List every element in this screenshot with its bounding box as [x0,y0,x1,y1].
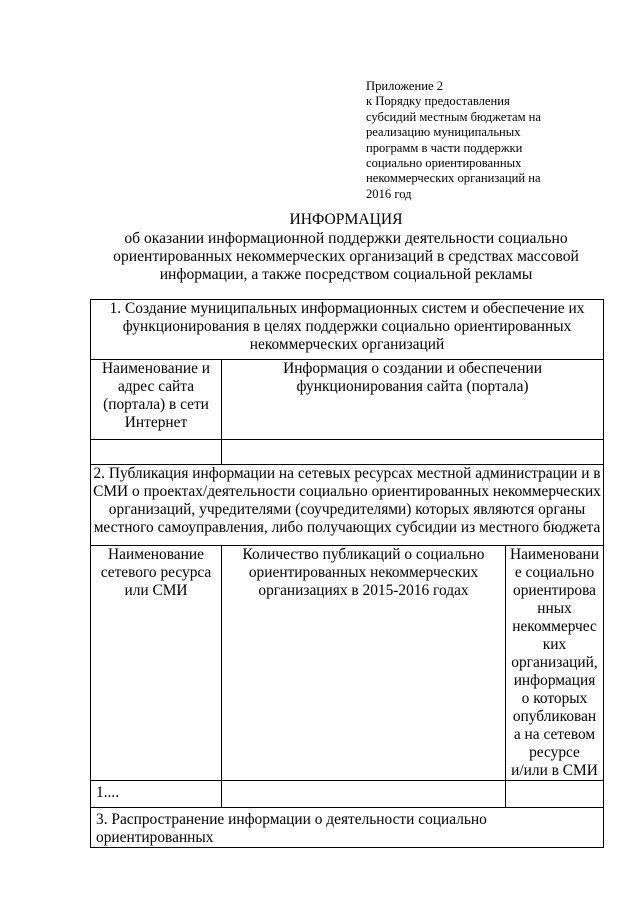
empty-cell [91,440,222,465]
header-line: Интернет [124,414,188,431]
header-line: и/или в СМИ [511,762,598,779]
header-line: организациях в 2015-2016 годах [258,582,469,599]
appendix-line: программ в части поддержки [366,140,523,155]
row-number-cell: 1.... [91,781,222,808]
header-line: опубликован [512,708,597,725]
header-line: Количество публикаций о социально [242,546,485,563]
title-main: ИНФОРМАЦИЯ [289,211,403,228]
header-line: ресурсе [529,744,580,761]
section1-col1-header [91,360,222,440]
empty-cell [222,440,604,465]
header-line: адрес сайта [117,378,195,395]
empty-cell [506,781,604,808]
header-line: или СМИ [124,582,188,599]
section2-header-row [91,546,604,781]
section3-heading: 3. Распространение информации о деятельности социально ориентированных [91,808,604,848]
section2-heading [91,465,604,546]
header-line: информация [513,672,596,689]
section2-col2-header [222,546,506,781]
header-line: ориентирова [513,582,596,599]
section1-empty-row [91,440,604,465]
title-line: об оказании информационной поддержки деятельности социально [124,230,568,247]
header-line: (портала) в сети [103,396,209,413]
section1-heading-row [91,300,604,360]
header-line: некоммерчес [512,618,597,635]
header-line: организаций, [511,654,598,671]
section2-heading-row [91,465,604,546]
header-line: ких [542,636,567,653]
appendix-line: к Порядку предоставления [366,94,510,109]
section1-col2-header [222,360,604,440]
heading-line: СМИ о проектах/деятельности социально ориентированных некоммерческих [93,483,601,500]
heading-line: местного самоуправления, либо получающих субсидии из местного бюджета [93,519,601,536]
appendix-line: Приложение 2 [366,79,444,93]
heading-line: 2. Публикация информации на сетевых ресурсах местной администрации и в [93,465,601,482]
appendix-note [366,79,566,202]
header-line: Наименование [108,546,204,563]
document-title [90,211,602,284]
appendix-line: некоммерческих организаций на [366,171,541,186]
section1-header-row [91,360,604,440]
header-line: е социально [514,564,595,581]
section2-data-row [91,781,604,808]
header-line: о которых [521,690,588,707]
header-line: Наименовани [509,546,600,563]
empty-cell [222,781,506,808]
appendix-line: 2016 год [366,186,412,201]
section2-col1-header [91,546,222,781]
header-line: сетевого ресурса [100,564,212,581]
header-line: а на сетевом [513,726,596,743]
heading-line: некоммерческих организаций [249,336,445,353]
appendix-line: социально ориентированных [366,156,522,171]
section1-heading [91,300,604,360]
header-line: Наименование и [102,360,210,377]
title-line: информации, а также посредством социальной рекламы [159,266,533,283]
header-line: нных [537,600,572,617]
info-table [90,299,604,848]
heading-line: организаций, учредителями (соучредителями) которых являются органы [108,501,586,518]
section3-heading-row [91,808,604,848]
header-line: Информация о создании и обеспечении [283,360,542,377]
header-line: ориентированных некоммерческих [248,564,479,581]
header-line: функционирования сайта (портала) [296,378,529,395]
section2-col3-header [506,546,604,781]
heading-line: функционирования в целях поддержки социально ориентированных [122,318,572,335]
title-line: ориентированных некоммерческих организаций в средствах массовой [113,248,579,265]
appendix-line: субсидий местным бюджетам на [366,109,542,124]
appendix-line: реализацию муниципальных [366,125,521,140]
heading-line: 1. Создание муниципальных информационных систем и обеспечение их [109,300,585,317]
